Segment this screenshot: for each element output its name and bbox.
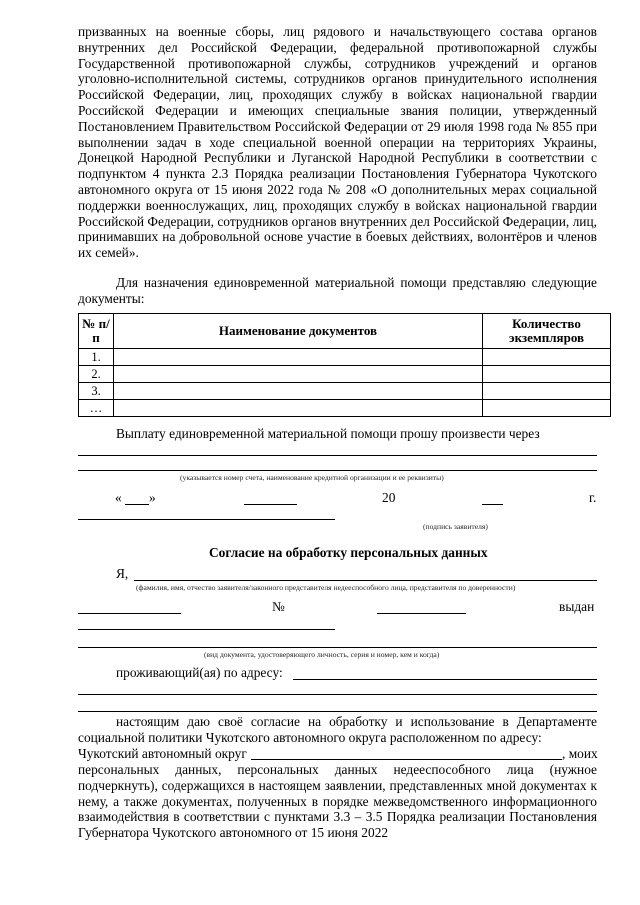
year-field[interactable] (482, 504, 503, 505)
row-number: 1. (79, 349, 114, 366)
issued-label: выдан (559, 599, 595, 614)
doc-caption: (вид документа, удостоверяющего личность, серия и номер, кем и когда) (204, 650, 440, 659)
issued-by-field-2[interactable] (78, 647, 597, 648)
consent-okrug: Чукотский автономный округ (78, 746, 247, 761)
consent-body-intro: настоящим даю своё согласие на обработку и использование в Департаменте социальной политики Чукотского автономного округа расположенном по адресу: (78, 714, 597, 745)
issued-by-field[interactable] (78, 629, 335, 630)
doc-type-field[interactable] (78, 613, 181, 614)
doc-number-field[interactable] (377, 613, 466, 614)
consent-body-rest: персональных данных, персональных данных недееспособного лица (нужное подчеркнуть), содержащихся в настоящем заявлении, представленных мной документах к нему, а также документах, полученных в порядке межведомственного информационного взаимодействия в соответствии с пунктами 3.3 – 3.5 Порядка реализации Постановления Губернатора Чукотского автономного от 15 июня 2022 (78, 762, 597, 841)
table-row (79, 400, 611, 417)
row-count-cell[interactable] (483, 349, 611, 366)
payment-line-1[interactable] (78, 455, 597, 456)
address-label: проживающий(ая) по адресу: (116, 665, 283, 680)
address-field[interactable] (293, 679, 597, 680)
table-header-row (79, 314, 611, 349)
row-number: … (79, 400, 114, 417)
row-name-cell[interactable] (114, 366, 483, 383)
row-number: 3. (79, 383, 114, 400)
fio-field[interactable] (134, 580, 597, 581)
row-number: 2. (79, 366, 114, 383)
documents-intro: Для назначения единовременной материальной помощи представляю следующие документы: (78, 275, 597, 306)
table-row (79, 366, 611, 383)
consent-okrug-end: , моих (562, 746, 598, 761)
number-sign: № (272, 599, 285, 614)
month-field[interactable] (244, 504, 297, 505)
department-address-field[interactable] (251, 759, 562, 760)
day-field[interactable] (125, 504, 149, 505)
row-name-cell[interactable] (114, 349, 483, 366)
fio-caption: (фамилия, имя, отчество заявителя/законного представителя недееспособного лица, представителя по доверенности) (136, 583, 516, 592)
row-name-cell[interactable] (114, 383, 483, 400)
year-suffix: г. (589, 490, 597, 505)
date-quote-open: « (115, 490, 122, 505)
date-quote-close: » (149, 490, 156, 505)
header-count: Количество экземпляров (483, 314, 611, 349)
signature-caption: (подпись заявителя) (423, 522, 488, 531)
header-num: № п/п (79, 314, 114, 349)
consent-title: Согласие на обработку персональных данных (209, 545, 488, 560)
table-row (79, 383, 611, 400)
address-field-3[interactable] (78, 711, 597, 712)
row-name-cell[interactable] (114, 400, 483, 417)
payment-text: Выплату единовременной материальной помощи прошу произвести через (116, 426, 540, 441)
row-count-cell[interactable] (483, 366, 611, 383)
row-count-cell[interactable] (483, 383, 611, 400)
address-field-2[interactable] (78, 694, 597, 695)
intro-paragraph: призванных на военные сборы, лиц рядового и начальствующего состава органов внутренних дел Российской Федерации, федеральной противопожарной службы Государственной противопожарной службы, сотрудников учреждений и органов уголовно-исполнительной системы, сотрудников органов принудительного исполнения Российской Федерации, лиц, проходящих службу в войсках национальной гвардии Российской Федерации и имеющих специальные звания полиции, утвержденный Постановлением Правительством Российской Федерации от 29 июля 1998 года № 855 при выполнении задач в ходе специальной военной операции на территориях Украины, Донецкой Народной Республики и Луганской Народной Республики в соответствии с подпунктом 4 пункта 2.3 Порядка реализации Постановления Губернатора Чукотского автономного округа от 15 июня 2022 года № 208 «О дополнительных мерах социальной поддержки военнослужащих, лиц, проходящих службу в войсках национальной гвардии Российской Федерации, сотрудников органов внутренних дел Российской Федерации, лиц, принимавших на добровольной основе участие в боевых действиях, волонтёров и членов их семей». (78, 24, 597, 261)
row-count-cell[interactable] (483, 400, 611, 417)
i-label: Я, (116, 566, 129, 581)
signature-line[interactable] (78, 519, 335, 520)
table-row (79, 349, 611, 366)
payment-caption: (указывается номер счета, наименование кредитной организации и ее реквизиты) (180, 473, 444, 482)
documents-table (78, 313, 611, 417)
payment-line-2[interactable] (78, 470, 597, 471)
header-name: Наименование документов (114, 314, 483, 349)
year-prefix: 20 (382, 490, 396, 505)
